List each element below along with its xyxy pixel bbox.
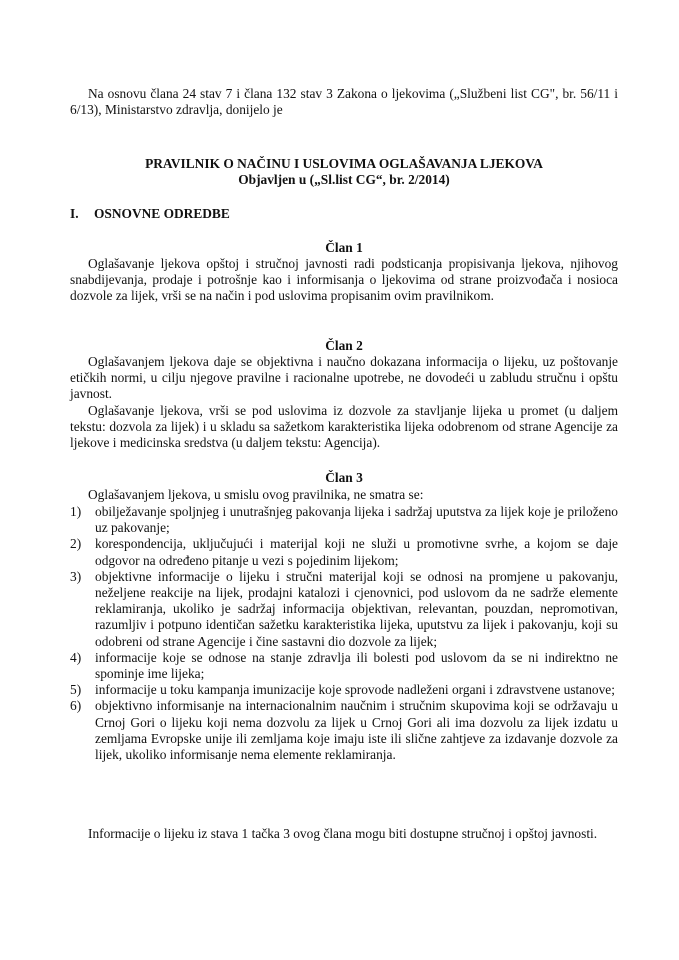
clan1-title: Član 1 [325,240,363,255]
list-item-text: informacije koje se odnose na stanje zdravlja ili bolesti pod uslovom da se ni indirektno ne spominje ime lijeka; [95,649,618,682]
document-title: PRAVILNIK O NAČINU I USLOVIMA OGLAŠAVANJA LJEKOVA [145,156,543,171]
list-item-text: objektivne informacije o lijeku i stručni materijal koji se odnosi na promjene u pakovanju, neželjene reakcije na lijek, prodajni katalozi i cjenovnici, pod uslovom da ne sadrže elemente reklamiranja, ukoliko je sadržaj informacija objektivan, relevantan, pouzdan, nepromotivan, razumljiv i potpuno identičan sažetku karakteristika lijeka, uputstvu za lijek i pakovanju, koji su odobreni od strane Agencije i čine sastavni dio dozvole za lijek; [95,568,618,649]
clan3-lead-text: Oglašavanjem ljekova, u smislu ovog pravilnika, ne smatra se: [88,487,424,502]
list-item-number: 3) [70,568,82,584]
clan3-closing-text: Informacije o lijeku iz stava 1 tačka 3 ovog člana mogu biti dostupne stručnoj i opštoj javnosti. [88,826,598,841]
document-title-block [70,156,618,188]
list-item [70,650,618,682]
list-item [70,504,618,536]
list-item-number: 5) [70,682,82,698]
section-number: I. [70,206,79,221]
clan3-title: Član 3 [325,470,363,485]
list-item-text: informacije u toku kampanja imunizacije koje sprovode nadleženi organi i zdravstvene ustanove; [95,682,615,698]
clan1-paragraph: Oglašavanje ljekova opštoj i stručnoj javnosti radi podsticanja propisivanja ljekova, njihovog snabdijevanja, prodaje i potrošnje kao i informisanja o ljekovima od strane proizvođača i nosioca dozvole za lijek, vrši se na način i pod uslovima propisanim ovim pravilnikom. [70,256,618,304]
clan2-paragraph-1: Oglašavanjem ljekova daje se objektivna i naučno dokazana informacija o lijeku, uz poštovanje etičkih normi, u cilju njegove pravilne i racionalne upotrebe, ne dovodeći u zabludu stručnu i opštu javnost. [70,354,618,402]
list-item-text: korespondencija, uključujući i materijal koji ne služi u promotivne svrhe, a kojom se daje odgovor na određeno pitanje u vezi s pojedinim lijekom; [95,536,618,568]
section-title: OSNOVNE ODREDBE [94,206,230,221]
clan3-list [70,504,618,763]
list-item-number: 2) [70,536,82,552]
intro-paragraph: Na osnovu člana 24 stav 7 i člana 132 stav 3 Zakona o ljekovima („Službeni list CG", br. 56/11 i 6/13), Ministarstvo zdravlja, donijelo je [70,86,618,118]
clan2-paragraph-2: Oglašavanje ljekova, vrši se pod uslovima iz dozvole za stavljanje lijeka u promet (u daljem tekstu: dozvola za lijek) i u skladu sa sažetkom karakteristika lijeka odobrenom od strane Agencije za ljekove i medicinska sredstva (u daljem tekstu: Agencija). [70,402,618,451]
clan1-body [70,256,618,305]
list-item-number: 1) [70,504,82,519]
list-item-number: 6) [70,698,82,714]
document-subtitle: Objavljen u („Sl.list CG“, br. 2/2014) [238,172,450,188]
list-item [70,698,618,763]
list-item [70,682,618,698]
clan3-lead [70,487,618,503]
list-item [70,569,618,650]
clan2-title: Član 2 [325,338,363,353]
list-item [70,536,618,568]
clan2-body [70,354,618,451]
list-item-number: 4) [70,649,82,665]
list-item-text: objektivno informisanje na internacionalnim naučnim i stručnim skupovima koji se održavaju u Crnoj Gori o lijeku koji nema dozvolu za lijek u Crnoj Gori ali ima dozvolu za lijek izdatu u zemljama Evropske unije ili zemljama koje imaju iste ili slične zahtjeve za izdavanje dozvole za lijek, ukoliko informisanje nema elemente reklamiranja. [95,698,618,763]
clan3-closing [70,826,618,842]
list-item-text: obilježavanje spoljnjeg i unutrašnjeg pakovanja lijeka i sadržaj uputstva za lijek koje je priloženo uz pakovanje; [95,504,618,536]
section-heading [70,206,618,222]
